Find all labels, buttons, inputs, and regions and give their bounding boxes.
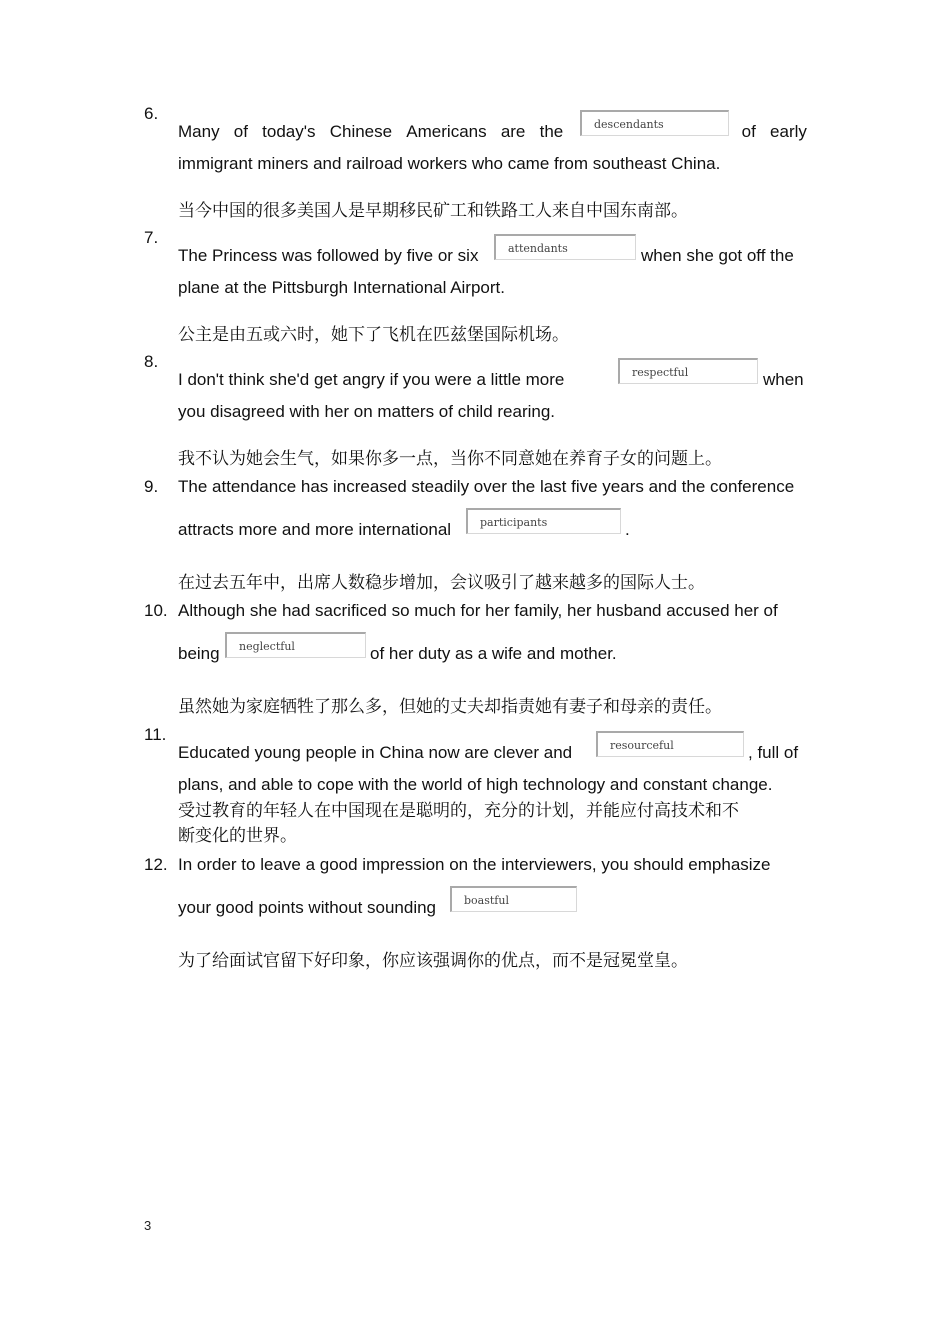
question-line-2-after: of her duty as a wife and mother. [370, 644, 617, 663]
word: Americans [406, 122, 487, 141]
translation: 我不认为她会生气，如果你多一点，当你不同意她在养育子女的问题上。 [178, 449, 722, 469]
answer-field[interactable]: descendants [580, 110, 729, 136]
question-line-1-before: The Princess was followed by five or six [178, 246, 479, 265]
answer-field[interactable]: resourceful [596, 731, 744, 757]
question-line-2-before: being [178, 644, 220, 663]
word: Chinese [329, 122, 393, 141]
answer-field[interactable]: participants [466, 508, 621, 534]
question-line-1: Although she had sacrificed so much for her family, her husband accused her of [178, 601, 778, 620]
question-line-1: The attendance has increased steadily over the last five years and the conference [178, 477, 795, 496]
word: the [539, 122, 564, 141]
question-number: 8. [144, 352, 159, 371]
translation: 为了给面试官留下好印象，你应该强调你的优点，而不是冠冕堂皇。 [178, 951, 688, 971]
question-number: 9. [144, 477, 159, 496]
question-number: 7. [144, 228, 159, 247]
question-line-1: In order to leave a good impression on the interviewers, you should emphasize [178, 855, 771, 874]
question-line-2: plane at the Pittsburgh International Airport. [178, 278, 505, 297]
question-number: 11. [144, 725, 167, 744]
answer-field[interactable]: boastful [450, 886, 577, 912]
word: early [770, 122, 807, 141]
question-line-1-before: Educated young people in China now are clever and [178, 743, 573, 762]
translation: 公主是由五或六时，她下了飞机在匹兹堡国际机场。 [178, 325, 569, 345]
translation-line-2: 断变化的世界。 [178, 826, 297, 846]
answer-field[interactable]: neglectful [225, 632, 366, 658]
answer-field[interactable]: respectful [618, 358, 758, 384]
question-line-2: you disagreed with her on matters of child rearing. [178, 402, 556, 421]
answer-field[interactable]: attendants [494, 234, 636, 260]
question-line-2: plans, and able to cope with the world of high technology and constant change. [178, 775, 773, 794]
word: today's [262, 122, 316, 141]
question-line-1-before: I don't think she'd get angry if you were a little more [178, 370, 565, 389]
word: of [233, 122, 248, 141]
question-line-2-before: attracts more and more international [178, 520, 452, 539]
question-number: 10. [144, 601, 168, 620]
word: are [500, 122, 526, 141]
question-number: 12. [144, 855, 168, 874]
word: of [741, 122, 756, 141]
question-line-1-after: when she got off the [641, 246, 794, 265]
translation: 在过去五年中，出席人数稳步增加，会议吸引了越来越多的国际人士。 [178, 573, 705, 593]
question-line-2: immigrant miners and railroad workers who came from southeast China. [178, 154, 721, 173]
question-number: 6. [144, 104, 159, 123]
question-line-2-after: . [625, 520, 630, 539]
question-line-2-before: your good points without sounding [178, 898, 437, 917]
word: Many [178, 122, 220, 141]
question-line-1-after: , full of [748, 743, 799, 762]
page-number: 3 [144, 1218, 152, 1233]
question-line-1-after: when [763, 370, 804, 389]
translation: 当今中国的很多美国人是早期移民矿工和铁路工人来自中国东南部。 [178, 201, 688, 221]
translation-line-1: 受过教育的年轻人在中国现在是聪明的，充分的计划，并能应付高技术和不 [178, 801, 739, 821]
translation: 虽然她为家庭牺牲了那么多，但她的丈夫却指责她有妻子和母亲的责任。 [178, 697, 722, 717]
